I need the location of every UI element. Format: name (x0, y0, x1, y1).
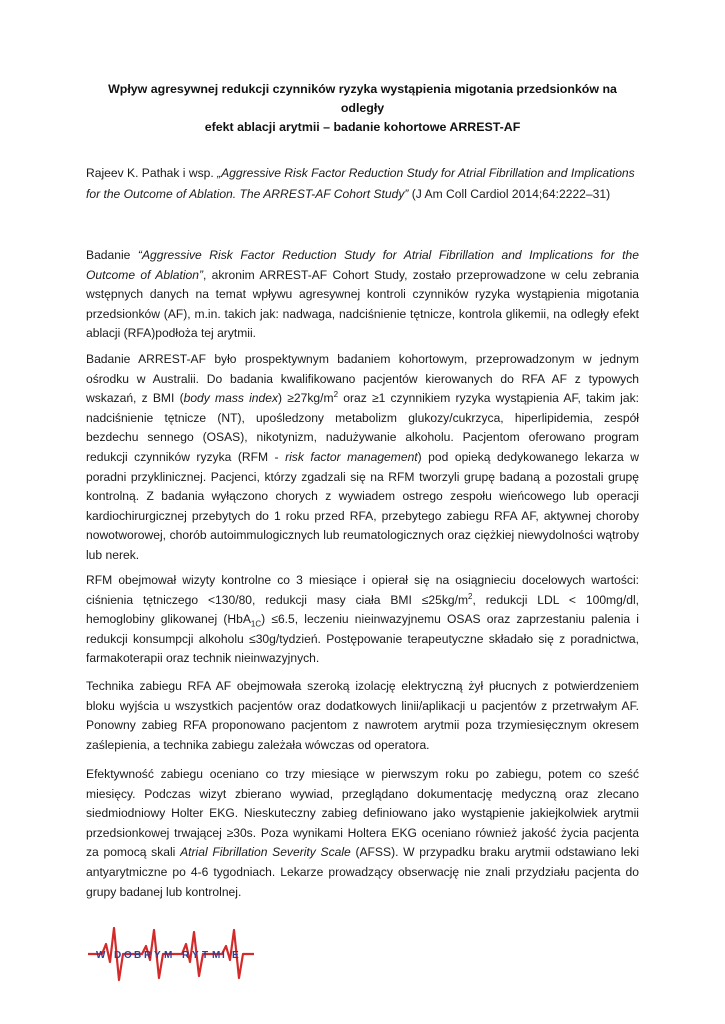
p2-text-f: ) pod opieką dedykowanego lekarza w poradni przyklinicznej. Pacjenci, którzy zgadzali się na RFM tworzyli grupę badaną a pozostali grupę kontrolną. Z badania wyłączono chorych z wywiadem ostrego zespołu wieńcowego lub operacji kardiochirurgicznej przebytych do 1 roku przed RFA, przebytego zabiegu RFA AF, aktywnej choroby nowotworowej, chorób autoimmulogicznych lub reumatologicznych oraz ciężkiej niewydolności wątroby lub nerek. (86, 449, 639, 562)
p2-rfm-term: risk factor management (285, 449, 418, 464)
p3-superscript: 2 (468, 591, 473, 601)
p2-superscript: 2 (333, 390, 339, 400)
logo-letter: B (134, 950, 142, 961)
logo-letter: T (202, 950, 209, 961)
p2-text-c: ) ≥27kg/m (278, 391, 334, 406)
p1-text-c: , akronim ARREST-AF Cohort Study, zostało przeprowadzone w celu zebrania wstępnych danych na temat wpływu agresywnej kontroli czynników ryzyka wystąpienia migotania przedsionków (AF), m.in. takich jak: nadwaga, nadciśnienie tętnicze, kontrola glikemii, na odległy efekt ablacji (RFA)podłoża tej arytmii. (86, 267, 640, 341)
p5-afss-term: Atrial Fibrillation Severity Scale (180, 845, 351, 860)
w-dobrym-rytmie-logo (86, 920, 256, 982)
paragraph-intro (86, 246, 639, 344)
paragraph-efficacy (86, 765, 639, 902)
p3-text-c: ) ≤6.5, leczeniu nieinwazyjnemu OSAS oraz zaprzestaniu palenia i redukcji konsumpcji alkoholu ≤30g/tydzień. Postępowanie terapeutyczne składało się z poradnictwa, farmakoterapii oraz technik nieinwazyjnych. (86, 612, 639, 666)
p3-subscript: 1C (250, 619, 262, 629)
logo-letter: E (232, 950, 239, 961)
citation-article-title: „Aggressive Risk Factor Reduction Study for Atrial Fibrillation and Implications for the Outcome of Ablation. The ARREST-AF Cohort Study” (86, 166, 635, 201)
logo-letter: I (222, 950, 225, 961)
p3-text-a: RFM obejmował wizyty kontrolne co 3 miesiące i opierał się na osiągnieciu docelowych wartości: ciśnienia tętniczego <130/80, redukcji masy ciała BMI ≤25kg/m (86, 573, 639, 607)
p2-text-a: Badanie ARREST-AF było prospektywnym badaniem kohortowym, przeprowadzonym w jednym ośrodku w Australii. Do badania kwalifikowano pacjentów kierowanych do RFA AF z typowych wskazań, z BMI ( (86, 352, 639, 406)
paragraph-methods (86, 350, 639, 566)
logo-letter: Y (192, 950, 199, 961)
citation (86, 163, 639, 205)
citation-journal: (J Am Coll Cardiol 2014;64:2222–31) (408, 187, 611, 201)
p1-study-name: “Aggressive Risk Factor Reduction Study for Atrial Fibrillation and Implications for the Outcome of Ablation” (86, 248, 639, 282)
p3-text-b: , redukcji LDL < 100mg/dl, hemoglobiny glikowanej (HbA (86, 592, 639, 627)
logo-letter: R (182, 950, 190, 961)
logo-letter: D (114, 950, 122, 961)
title-line-2: efekt ablacji arytmii – badanie kohortowe ARREST-AF (204, 120, 521, 134)
logo-letter: Y (154, 950, 161, 961)
logo-letter: M (164, 950, 173, 961)
title-line-1: Wpływ agresywnej redukcji czynników ryzyka wystąpienia migotania przedsionków na odległy (108, 82, 617, 115)
logo-letter: M (212, 950, 221, 961)
citation-authors: Rajeev K. Pathak i wsp. (86, 166, 218, 180)
logo-letters (96, 950, 239, 961)
p2-text-d: oraz ≥1 czynnikiem ryzyka wystąpienia AF, takim jak: nadciśnienie tętnicze (NT), upośledzony metabolizm glukozy/cukrzyca, hiperlipidemia, zespół bezdechu sennego (OSAS), nikotynizm, nadużywanie alkoholu. Pacjentom oferowano program redukcji czynników ryzyka (RFM - (86, 391, 639, 464)
p5-text-a: Efektywność zabiegu oceniano co trzy miesiące w pierwszym roku po zabiegu, potem co sześć miesięcy. Podczas wizyt zbierano wywiad, przeglądano dokumentację medyczną oraz zlecano siedmiodniowy Holter EKG. Nieskuteczny zabieg definiowano jako wystąpienie jakiejkolwiek arytmii przedsionkowej trwającej ≥30s. Poza wynikami Holtera EKG oceniano również jakość życia pacjenta za pomocą skali (86, 767, 639, 860)
p5-text-c: (AFSS). W przypadku braku arytmii odstawiano leki antyarytmiczne po 4-6 tygodniach. Lekarze prowadzący obserwację nie znali przydziału pacjenta do grupy badanej lub kontrolnej. (86, 845, 640, 899)
logo-letter: O (124, 950, 132, 961)
p2-bmi-term: body mass index (183, 391, 279, 406)
logo-letter: W (96, 950, 106, 961)
paragraph-rfm (86, 571, 639, 669)
paragraph-technique: Technika zabiegu RFA AF obejmowała szeroką izolację elektryczną żył płucnych z potwierdzeniem bloku wyjścia u wszystkich pacjentów oraz dodatkowych linii/aplikacji u pacjentów z przetrwałym AF. Ponowny zabieg RFA proponowano pacjentom z nawrotem arytmii poza trzymiesięcznym okresem zaślepienia, a technika zabiegu zależała wówczas od operatora. (86, 679, 639, 752)
logo-letter: R (144, 950, 152, 961)
document-title (86, 80, 639, 137)
p1-text-a: Badanie (86, 248, 138, 262)
